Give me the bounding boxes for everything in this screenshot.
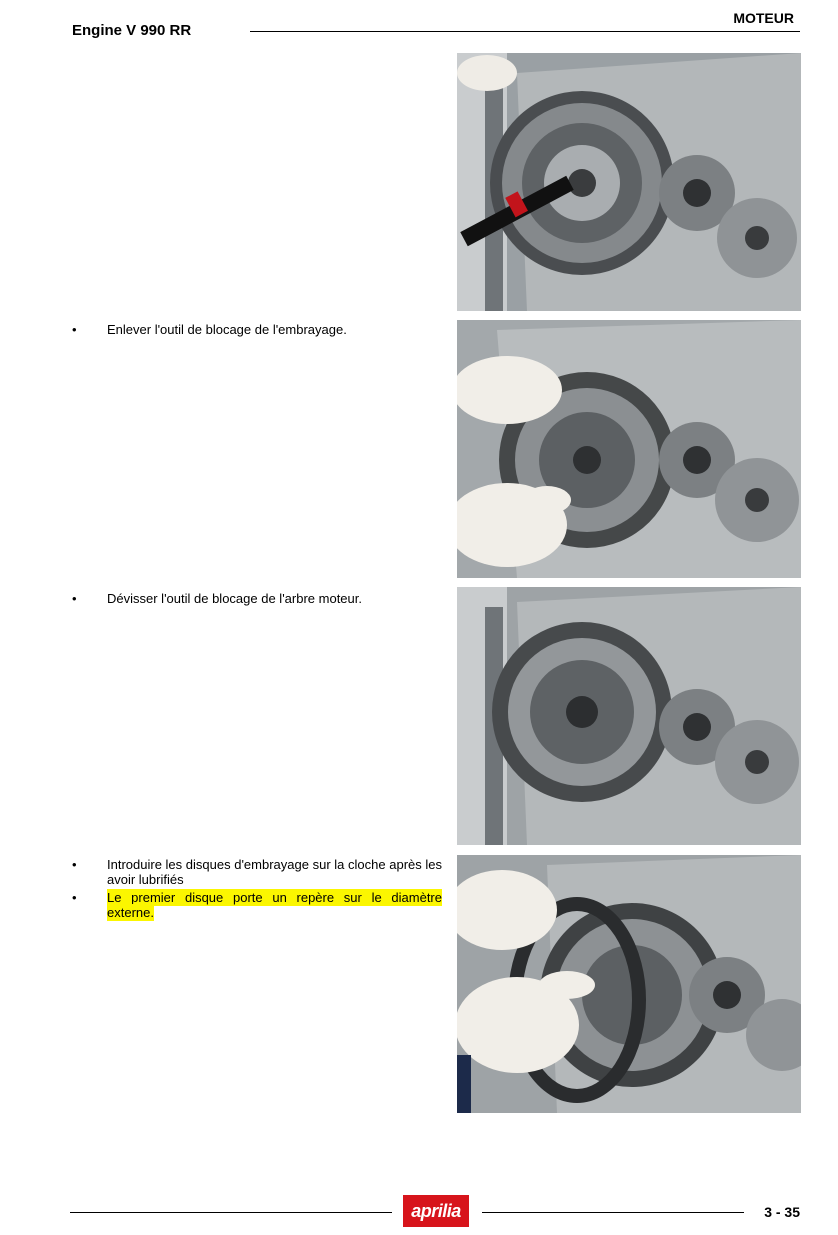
clutch-basket-photo: [457, 587, 801, 845]
document-title: Engine V 990 RR: [72, 22, 192, 39]
step-text: Introduire les disques d'embrayage sur la cloche après les avoir lubrifiés: [107, 857, 442, 887]
footer-rule-left: [70, 1212, 392, 1213]
bullet-icon: •: [72, 857, 77, 872]
clutch-disc-insert-photo: [457, 855, 801, 1113]
list-item: [72, 857, 442, 887]
list-item: [72, 890, 442, 920]
bullet-icon: •: [72, 890, 77, 905]
list-item: [72, 591, 442, 606]
footer-rule-right: [482, 1212, 744, 1213]
step-text: Dévisser l'outil de blocage de l'arbre moteur.: [107, 591, 362, 606]
photo-clutch-disc: [457, 855, 801, 1113]
header-rule: [250, 31, 800, 32]
page-number: 3 - 35: [764, 1204, 800, 1220]
step-3: [72, 857, 442, 920]
highlighted-step-text: Le premier disque porte un repère sur le diamètre externe.: [107, 890, 442, 920]
clutch-with-tool-photo: [457, 53, 801, 311]
photo-clutch-tool: [457, 53, 801, 311]
clutch-hands-removing-photo: [457, 320, 801, 578]
section-title: MOTEUR: [733, 10, 794, 26]
photo-clutch-hands: [457, 320, 801, 578]
photo-clutch-basket: [457, 587, 801, 845]
list-item: [72, 322, 442, 337]
step-2: [72, 591, 442, 606]
bullet-icon: •: [72, 322, 77, 337]
step-text: Enlever l'outil de blocage de l'embrayage.: [107, 322, 347, 337]
bullet-icon: •: [72, 591, 77, 606]
step-1: [72, 322, 442, 337]
aprilia-logo: aprilia: [403, 1195, 469, 1227]
